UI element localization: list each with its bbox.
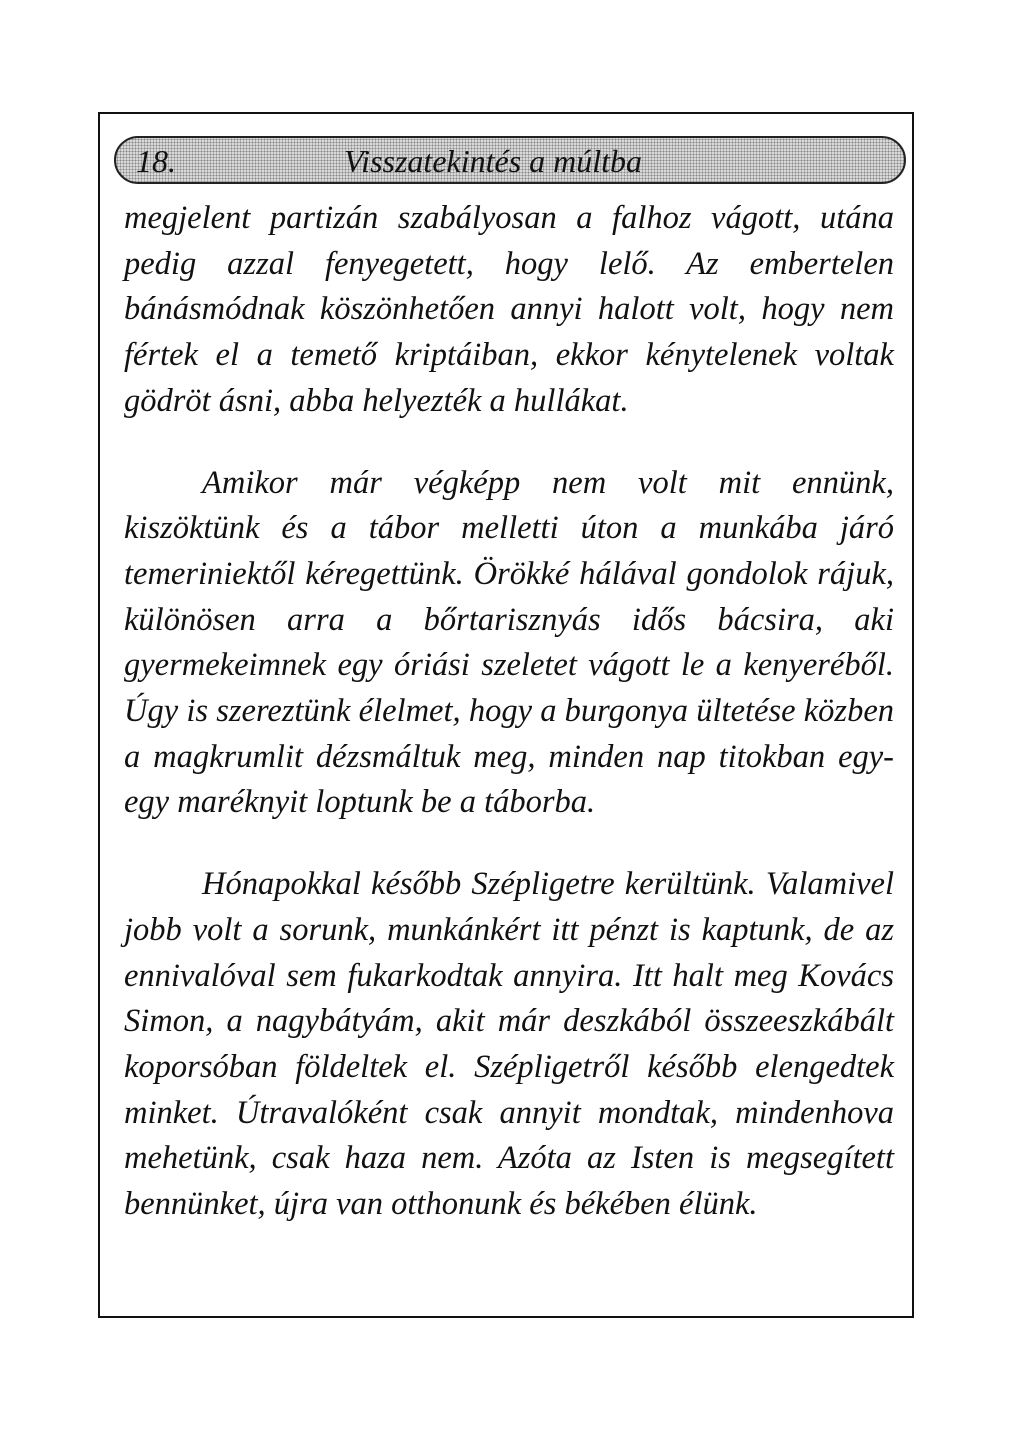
body-text [124,196,894,1264]
page-frame [98,112,914,1318]
chapter-header-banner [114,136,906,184]
paragraph-1: megjelent partizán szabályosan a falhoz vágott, utána pedig azzal fenyegetett, hogy lelő. Az embertelen bánásmódnak köszönhetően annyi halott volt, hogy nem fértek el a temető kriptáiban, ekkor kénytelenek voltak gödröt ásni, abba helyezték a hullákat. [124,200,894,419]
chapter-title: Visszatekintés a múltba [344,143,643,179]
paragraph-3: Hónapokkal később Szépligetre kerültünk. Valamivel jobb volt a sorunk, munkánkért itt pénzt is kaptunk, de az ennivalóval sem fukarkodtak annyira. Itt halt meg Kovács Simon, a nagybátyám, akit már deszkából összeeszkábált koporsóban földeltek el. Szépligetről később elengedtek minket. Útravalóként csak annyit mondtak, mindenhova mehetünk, csak haza nem. Azóta az Isten is megsegített bennünket, újra van otthonunk és békében élünk. [124,866,894,1223]
chapter-number: 18. [136,143,176,179]
paragraph-2: Amikor már végképp nem volt mit ennünk, kiszöktünk és a tábor melletti úton a munkába járó temeriniektől kéregettünk. Örökké hálával gondolok rájuk, különösen arra a bőrtarisznyás idős bácsira, aki gyermekeimnek egy óriási szeletet vágott le a kenyeréből. Úgy is szereztünk élelmet, hogy a burgonya ültetése közben a magkrumlit dézsmáltuk meg, minden nap titokban egy-egy maréknyit loptunk be a táborba. [124,464,894,821]
